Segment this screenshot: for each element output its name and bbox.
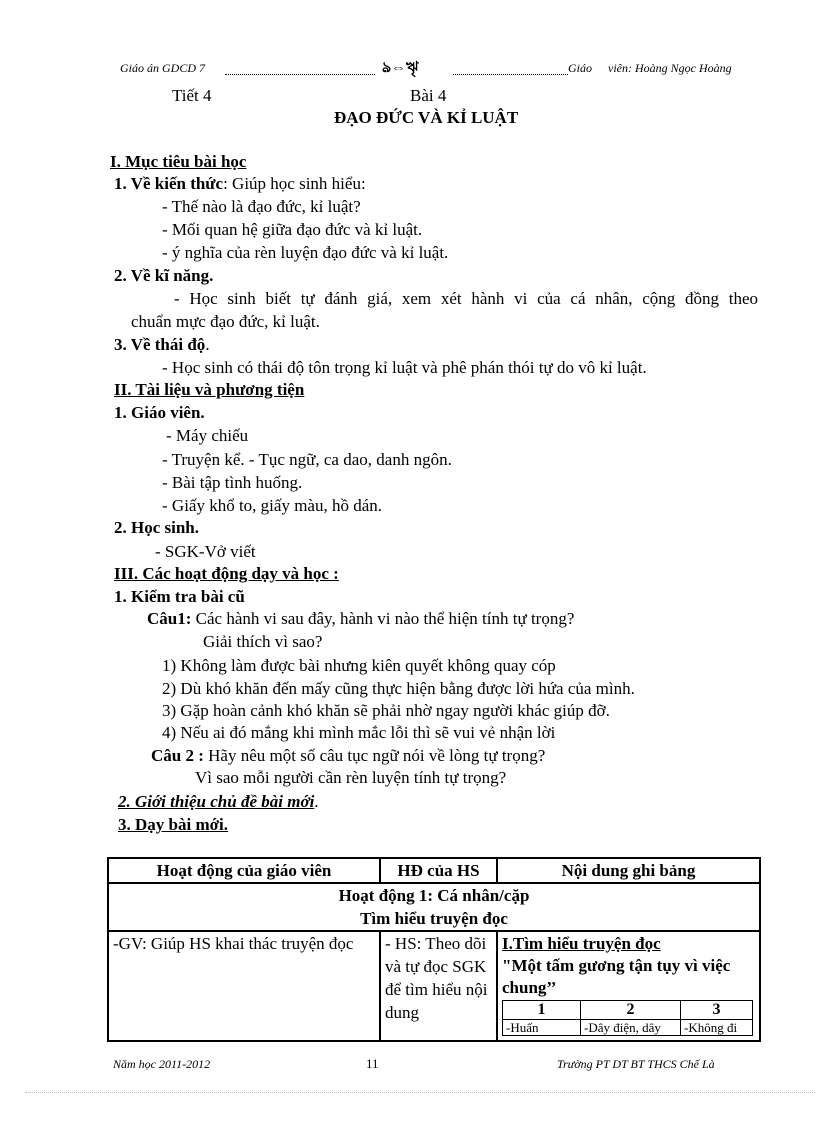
q2-text: Hãy nêu một số câu tục ngữ nói về lòng tự trọng? (203, 746, 546, 765)
student-item: - SGK-Vở viết (155, 542, 256, 561)
q1-label: Câu1: (147, 609, 192, 628)
table-row (108, 931, 760, 1041)
question-1 (147, 608, 574, 630)
col-header-content: Nội dung ghi bảng (497, 858, 760, 883)
attitude-label: 3. Về thái độ (114, 335, 206, 354)
teacher-item-4: - Giấy khổ to, giấy màu, hồ dán. (162, 496, 383, 515)
option-1: 1) Không làm được bài nhưng kiên quyết không quay cóp (162, 656, 556, 675)
intro-label: 2. Giới thiệu chủ đề bài mới (118, 792, 315, 811)
header-dots-right (453, 74, 568, 75)
knowledge-item-3: - ý nghĩa của rèn luyện đạo đức và kỉ luật. (162, 243, 449, 262)
content-cell (497, 931, 760, 1041)
header-center: Giáo (568, 61, 592, 75)
question-2 (151, 745, 545, 767)
header-dots-left (225, 74, 375, 75)
activity-line-1: Hoạt động 1: Cá nhân/cặp (338, 886, 530, 905)
lesson-title: ĐẠO ĐỨC VÀ KỈ LUẬT (334, 108, 519, 127)
sub-header-2: 2 (581, 1001, 681, 1020)
sec3-heading: III. Các hoạt động dạy và học : (114, 564, 339, 583)
table-header-row (108, 858, 760, 883)
activity-row (108, 883, 760, 931)
knowledge-intro: : Giúp học sinh hiểu: (223, 174, 366, 193)
student-label: 2. Học sinh. (114, 518, 200, 537)
lesson-number: Bài 4 (410, 86, 447, 105)
sub-row (503, 1020, 753, 1036)
activity-title-cell (108, 883, 760, 931)
content-story: "Một tấm gương tận tụy vì việc chung’’ (502, 956, 731, 997)
attitude-text: - Học sinh có thái độ tôn trọng kỉ luật và phê phán thói tự do vô kỉ luật. (162, 358, 647, 377)
sec1-heading: I. Mục tiêu bài học (110, 152, 247, 171)
q1-text-2: Giải thích vì sao? (203, 632, 323, 651)
sub-header-row (503, 1001, 753, 1020)
teacher-item-3: - Bài tập tình huống. (162, 473, 303, 492)
header-ornament: ঌ⇔ৠ (382, 60, 419, 76)
attitude-line: 3. Về thái độ. (114, 335, 210, 354)
sub-header-1: 1 (503, 1001, 581, 1020)
knowledge-item-2: - Mối quan hệ giữa đạo đức và kỉ luật. (162, 220, 423, 239)
page-bottom-rule (25, 1092, 815, 1093)
hs-cell: - HS: Theo dõi và tự đọc SGK để tìm hiểu nội dung (380, 931, 497, 1041)
content-heading: I.Tìm hiểu truyện đọc (502, 934, 661, 953)
teacher-label: 1. Giáo viên. (114, 403, 205, 422)
q1-text: Các hành vi sau đây, hành vi nào thể hiện tính tự trọng? (191, 609, 575, 628)
intro-line: 2. Giới thiệu chủ đề bài mới. (118, 792, 319, 811)
knowledge-line (114, 173, 366, 195)
teacher-item-2: - Truyện kể. - Tục ngữ, ca dao, danh ngôn. (162, 450, 452, 469)
header-right: viên: Hoàng Ngọc Hoàng (608, 61, 732, 75)
sub-table (502, 1000, 753, 1036)
option-4: 4) Nếu ai đó mắng khi mình mắc lỗi thì sẽ vui vẻ nhận lời (162, 723, 556, 742)
review-label: 1. Kiểm tra bài cũ (114, 587, 245, 606)
sub-cell-3: -Không đi (681, 1020, 753, 1036)
col-header-student: HĐ của HS (380, 858, 497, 883)
option-2: 2) Dù khó khăn đến mấy cũng thực hiện bằng được lời hứa của mình. (162, 679, 635, 698)
sub-header-3: 3 (681, 1001, 753, 1020)
option-3: 3) Gặp hoàn cảnh khó khăn sẽ phải nhờ ngay người khác giúp đỡ. (162, 701, 610, 720)
activity-table (107, 857, 761, 1042)
teach-label: 3. Dạy bài mới. (118, 815, 229, 834)
col-header-teacher: Hoạt động của giáo viên (108, 858, 380, 883)
skill-label: 2. Về kĩ năng. (114, 266, 214, 285)
knowledge-label: 1. Về kiến thức (114, 174, 224, 193)
footer-school: Trường PT DT BT THCS Chế Là (557, 1057, 715, 1071)
footer-year: Năm học 2011-2012 (113, 1057, 211, 1071)
lesson-period: Tiết 4 (172, 86, 212, 105)
sub-cell-2: -Dây điện, dây (581, 1020, 681, 1036)
header-left: Giáo án GDCD 7 (120, 61, 206, 75)
skill-line-1: - Học sinh biết tự đánh giá, xem xét hành vi của cá nhân, cộng đồng theo (174, 289, 758, 308)
teacher-item-1: - Máy chiếu (166, 426, 249, 445)
gv-cell: -GV: Giúp HS khai thác truyện đọc (108, 931, 380, 1041)
activity-line-2: Tìm hiểu truyện đọc (360, 909, 508, 928)
sec2-heading: II. Tài liệu và phương tiện (114, 380, 305, 399)
knowledge-item-1: - Thế nào là đạo đức, kỉ luật? (162, 197, 361, 216)
footer-page: 11 (366, 1056, 379, 1071)
q2-label: Câu 2 : (151, 746, 204, 765)
q2-text-2: Vì sao mỗi người cần rèn luyện tính tự trọng? (195, 768, 507, 787)
skill-line-2: chuẩn mực đạo đức, kỉ luật. (131, 312, 320, 331)
sub-cell-1: -Huấn (503, 1020, 581, 1036)
